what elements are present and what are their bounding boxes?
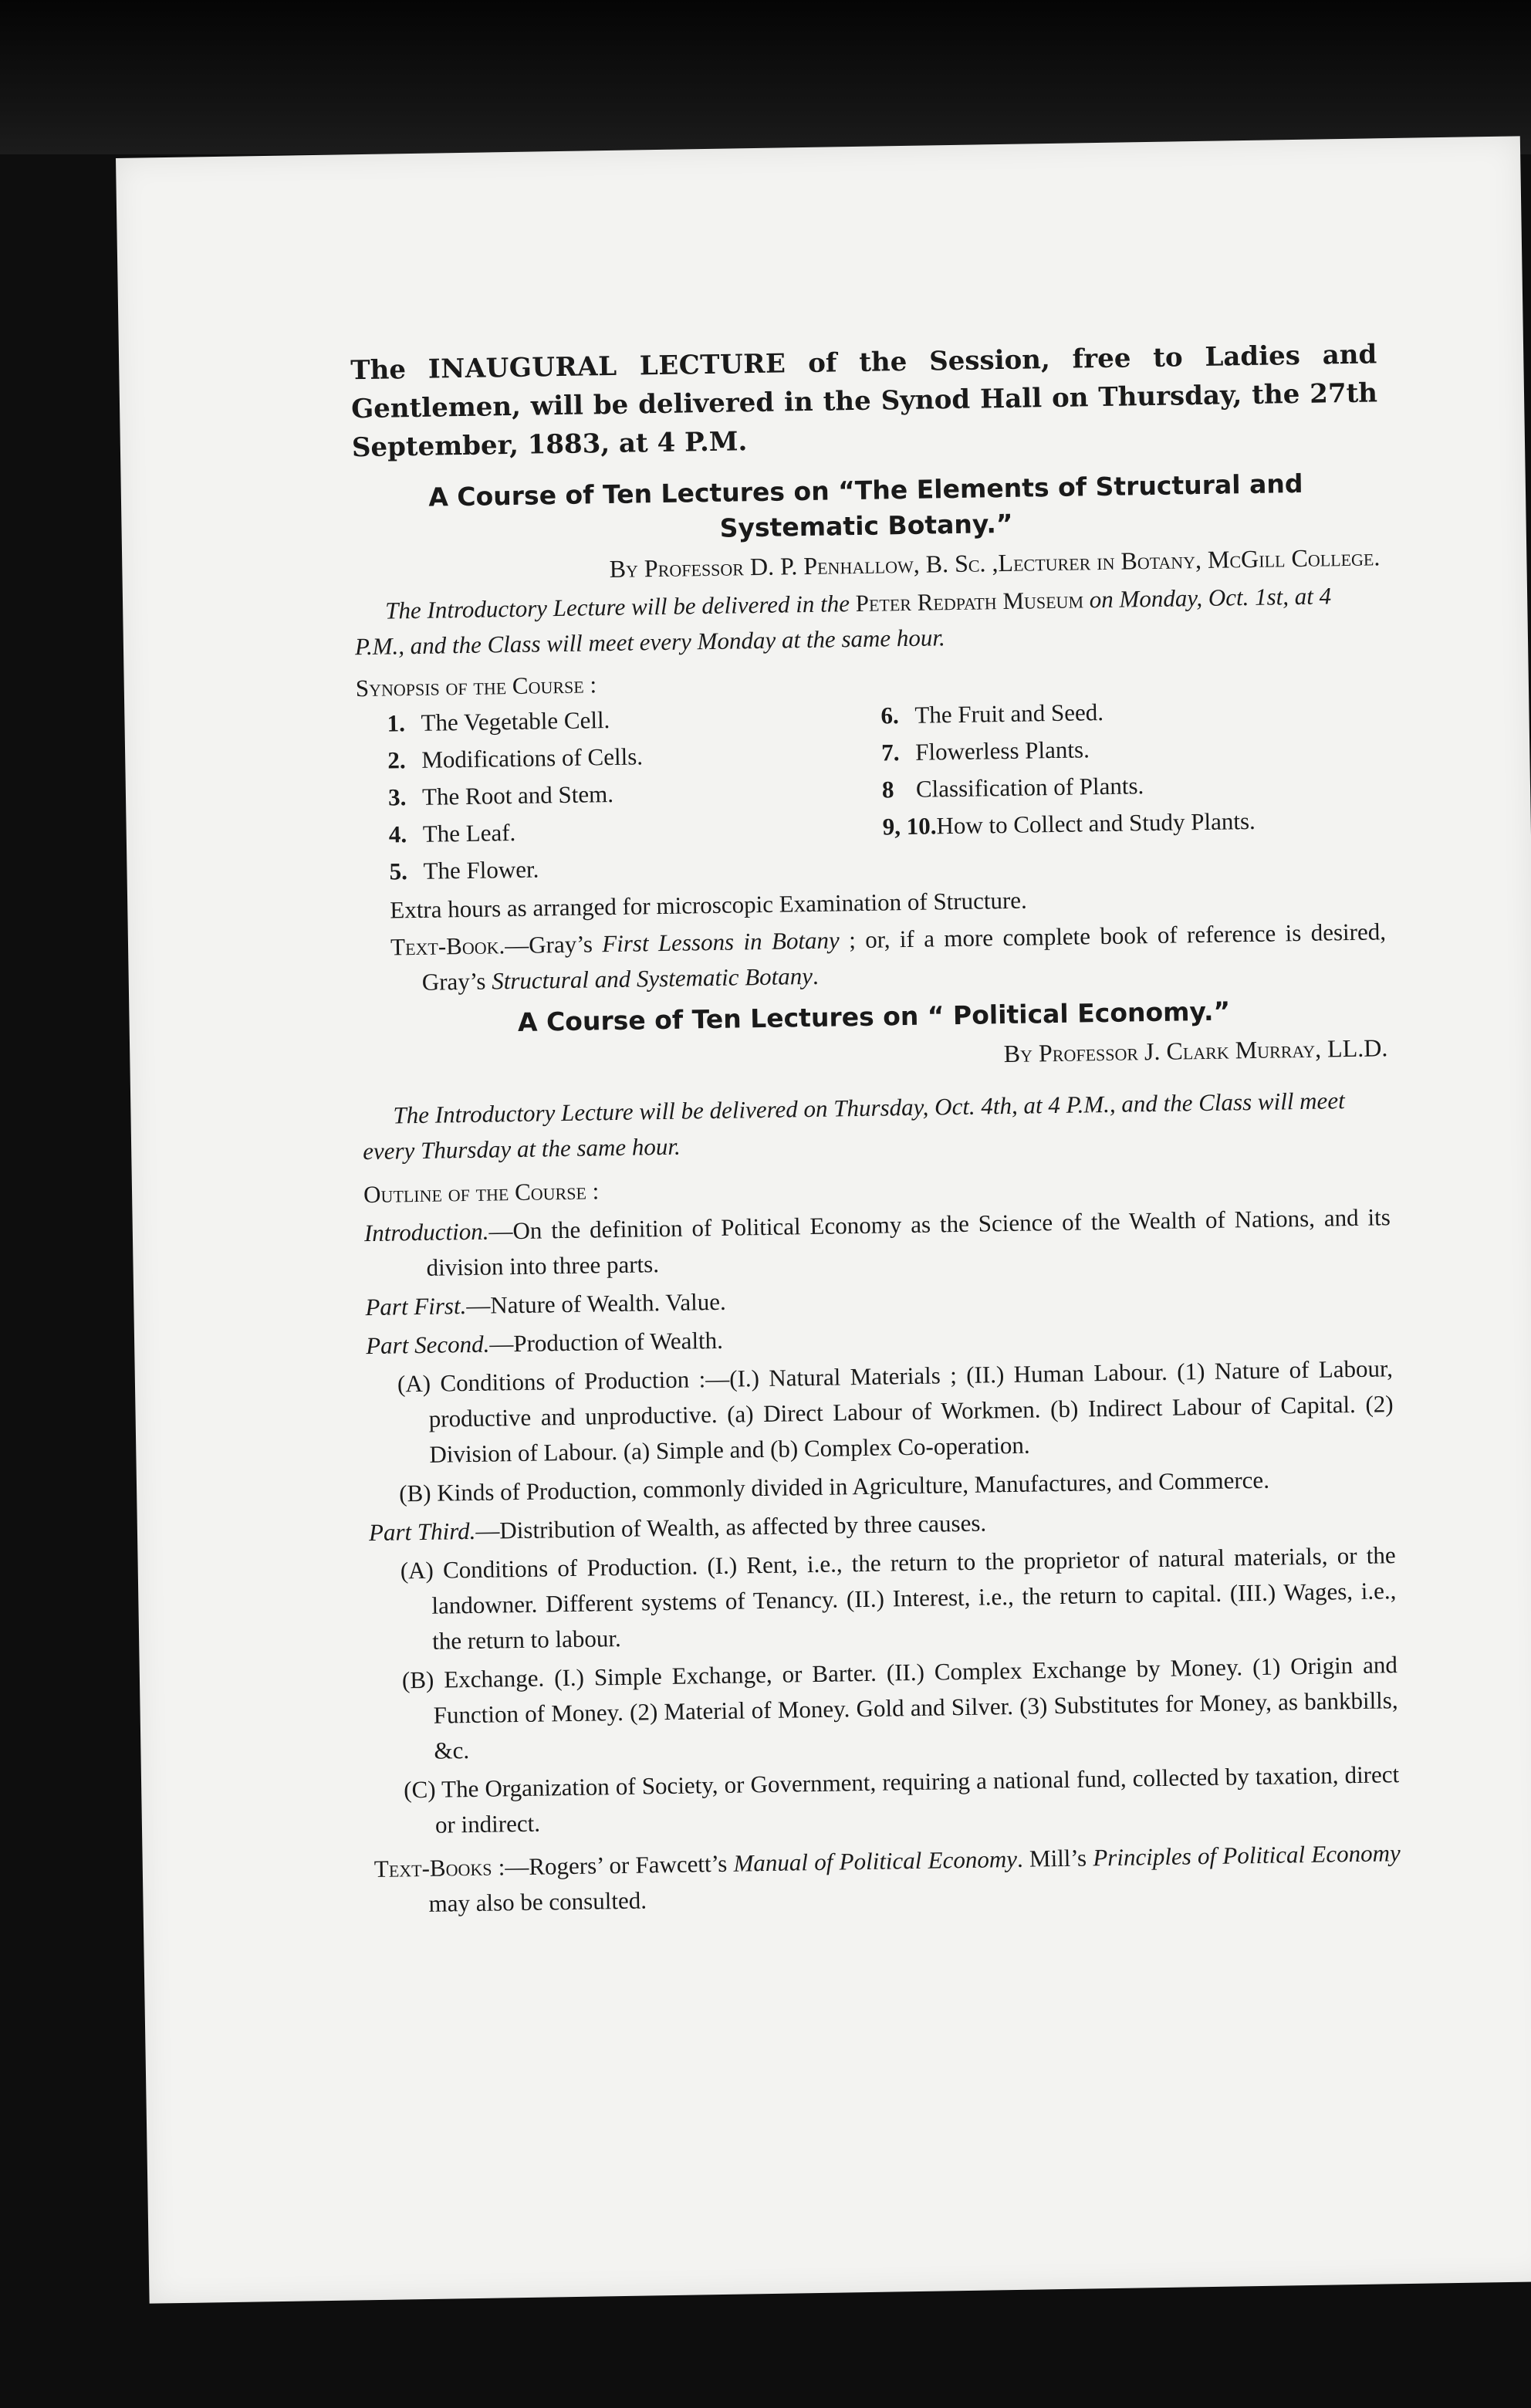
synopsis-item <box>882 764 1384 807</box>
part-second-b: (B) Kinds of Production, commonly divided in Agriculture, Manufactures, and Commerce. <box>398 1466 1270 1507</box>
synopsis-left-column <box>356 698 884 892</box>
synopsis-item <box>880 690 1383 733</box>
economy-textbooks <box>374 1835 1401 1923</box>
synopsis-text: The Flower. <box>423 855 539 884</box>
synopsis-item <box>388 810 883 853</box>
synopsis-num: 2. <box>387 746 406 774</box>
synopsis-num: 7. <box>880 739 900 766</box>
part-third-a: (A) Conditions of Production. (I.) Rent, i.e., the return to the proprietor of natural materials, or the landowner. Different systems of Tenancy. (II.) Interest, i.e., the return to capital. (III.) Wages, i.e., the return to labour. <box>400 1541 1397 1655</box>
textbook-text-b: ; or, if a more complete book of reference is desired, Gray’s <box>421 918 1387 996</box>
synopsis-list <box>356 690 1385 891</box>
inaugural-part2: of the Session, free to Ladies and Gentlemen, will be delivered in the Synod Hall on Thursday, the 27th September, 1883, at 4 P.M. <box>350 339 1378 464</box>
economy-course-heading: A Course of Ten Lectures on “ Political Economy.” <box>517 996 1231 1037</box>
botany-professor-line: By Professor D. P. Penhallow, B. Sc. ,Lecturer in Botany, McGill College. <box>609 543 1381 583</box>
textbook-text-a: —Gray’s <box>504 930 603 959</box>
inaugural-caps: INAUGURAL LECTURE <box>428 348 786 385</box>
synopsis-item <box>389 846 884 889</box>
botany-intro-museum: Peter Redpath Museum <box>855 586 1084 617</box>
part-second-a: (A) Conditions of Production :—(I.) Natural Materials ; (II.) Human Labour. (1) Nature of Labour, productive and unproductive. (a) Direct Labour of Workmen. (b) Indirect Labour of Capital. (2) Division of Labour. (a) Simple and (b) Complex Co-operation. <box>397 1354 1394 1468</box>
textbook-label: Text-Book. <box>390 932 505 961</box>
synopsis-item <box>387 698 881 742</box>
textbooks-title-2: Principles of Political Economy <box>1093 1839 1401 1872</box>
part-second-text: —Production of Wealth. <box>489 1326 724 1358</box>
synopsis-extra-hours: Extra hours as arranged for microscopic Examination of Structure. <box>390 886 1028 924</box>
botany-intro-b: on Monday, Oct. 1st, at 4 P.M., and the Class will meet every Monday at the same hour. <box>354 582 1332 661</box>
synopsis-num: 9, 10. <box>882 812 937 840</box>
synopsis-text: Modifications of Cells. <box>421 742 644 773</box>
inaugural-notice <box>350 335 1378 467</box>
botany-course-heading: A Course of Ten Lectures on “The Elements of Structural and Systematic Botany.” <box>428 468 1303 543</box>
economy-professor-line: By Professor J. Clark Murray, LL.D. <box>1003 1033 1388 1068</box>
outline-introduction-head: Introduction. <box>363 1217 489 1247</box>
page-content <box>350 335 1401 1923</box>
synopsis-item <box>388 773 883 816</box>
synopsis-right-column <box>880 690 1385 883</box>
part-third-text: —Distribution of Wealth, as affected by three causes. <box>475 1509 987 1544</box>
synopsis-label: Synopsis of the Course : <box>355 671 597 702</box>
part-second-head: Part Second. <box>365 1330 490 1360</box>
outline-label: Outline of the Course : <box>363 1177 600 1209</box>
synopsis-text: The Vegetable Cell. <box>421 706 610 736</box>
part-first-head: Part First. <box>365 1292 467 1321</box>
synopsis-item <box>882 801 1384 844</box>
synopsis-text: The Leaf. <box>422 818 516 847</box>
textbooks-text-a: :—Rogers’ or Fawcett’s <box>492 1849 734 1881</box>
synopsis-num: 5. <box>389 857 408 885</box>
synopsis-num: 1. <box>387 709 406 737</box>
part-third-c: (C) The Organization of Society, or Government, requiring a national fund, collected by taxation, direct or indirect. <box>403 1760 1400 1838</box>
document-page <box>116 136 1531 2303</box>
part-third-head: Part Third. <box>368 1517 476 1547</box>
textbooks-label: Text-Books <box>373 1853 492 1883</box>
synopsis-num: 4. <box>388 820 407 848</box>
botany-intro-note <box>354 577 1381 665</box>
synopsis-item <box>387 736 882 779</box>
textbook-title-2: Structural and Systematic Botany <box>491 962 813 995</box>
synopsis-num: 6. <box>880 702 899 729</box>
synopsis-text: The Root and Stem. <box>421 780 614 810</box>
textbooks-text-b: . Mill’s <box>1016 1844 1093 1872</box>
outline-introduction <box>364 1199 1391 1287</box>
synopsis-text: Classification of Plants. <box>915 772 1144 803</box>
textbook-text-c: . <box>812 962 820 989</box>
textbooks-text-c: may also be consulted. <box>428 1886 647 1917</box>
part-first-text: —Nature of Wealth. Value. <box>466 1287 726 1320</box>
synopsis-item <box>881 727 1384 770</box>
outline-introduction-text: —On the definition of Political Economy as the Science of the Wealth of Nations, and its division into three parts. <box>426 1203 1391 1281</box>
textbook-title-1: First Lessons in Botany <box>601 926 840 958</box>
textbooks-title-1: Manual of Political Economy <box>733 1845 1018 1877</box>
synopsis-text: Flowerless Plants. <box>914 736 1090 766</box>
synopsis-text: The Fruit and Seed. <box>914 698 1104 729</box>
part-third-b: (B) Exchange. (I.) Simple Exchange, or Barter. (II.) Complex Exchange by Money. (1) Origin and Function of Money. (2) Material of Money. Gold and Silver. (3) Substitutes for Money, as bankbills, &c. <box>401 1651 1398 1764</box>
scan-background <box>0 0 1531 154</box>
botany-intro-a: The Introductory Lecture will be delivered in the <box>384 590 856 624</box>
synopsis-text: How to Collect and Study Plants. <box>936 807 1256 840</box>
economy-intro-note: The Introductory Lecture will be delivered on Thursday, Oct. 4th, at 4 P.M., and the Class will meet every Thursday at the same hour. <box>362 1087 1345 1165</box>
botany-textbook <box>390 914 1387 1000</box>
synopsis-num: 8 <box>881 776 894 803</box>
inaugural-part1: The <box>350 353 429 387</box>
synopsis-num: 3. <box>387 783 407 811</box>
